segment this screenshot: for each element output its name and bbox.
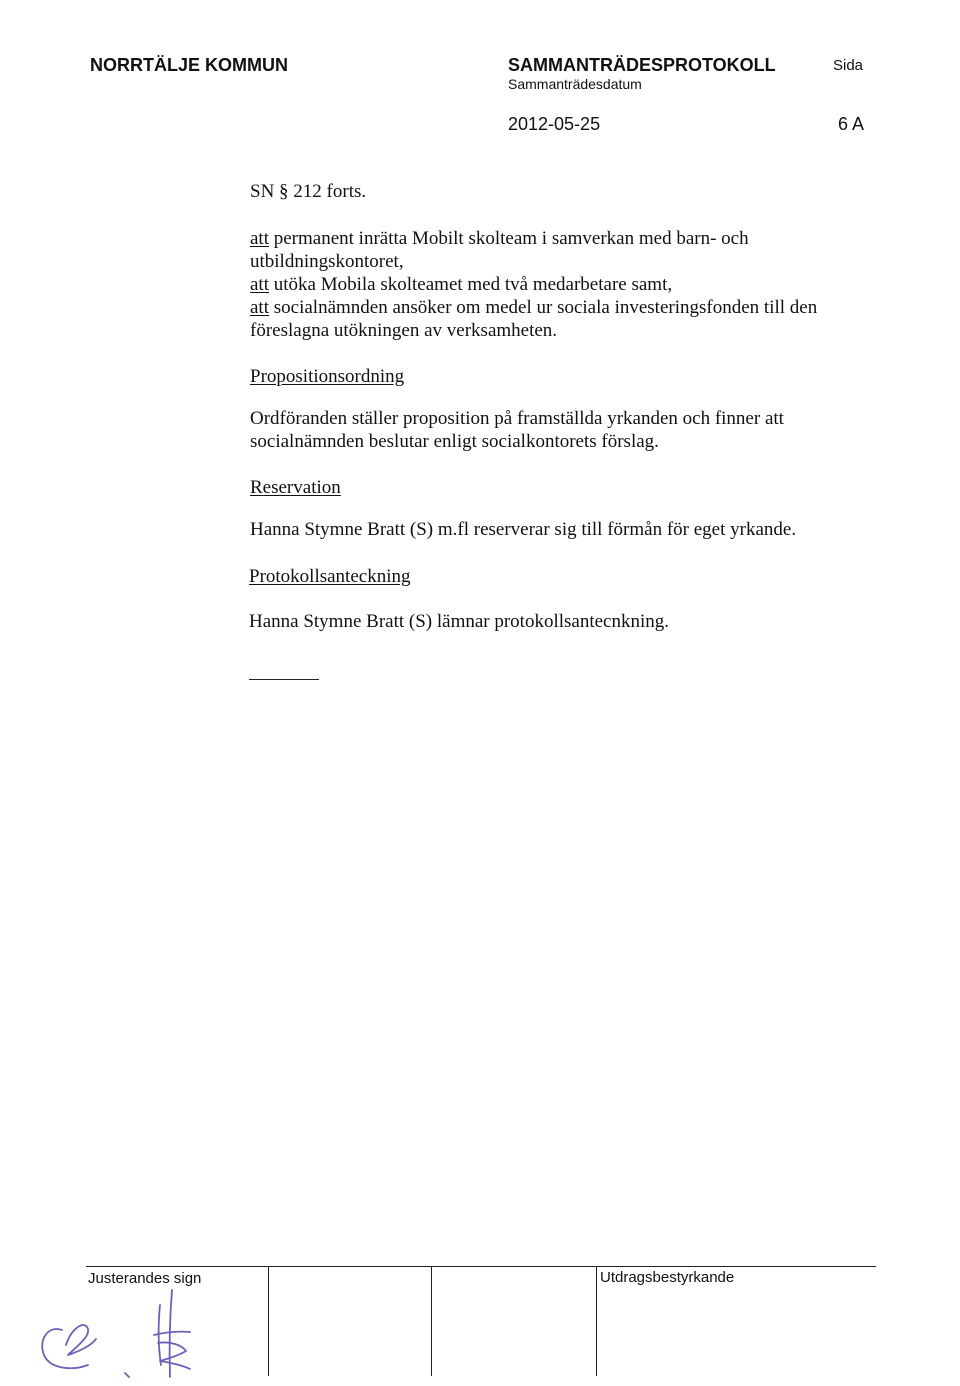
footer-divider <box>431 1266 432 1376</box>
footer-divider <box>268 1266 269 1376</box>
att-keyword: att <box>250 297 269 318</box>
decision-text: socialnämnden ansöker om medel ur sociala investeringsfonden till den <box>269 297 818 318</box>
decision-line <box>250 319 817 342</box>
reservation-text: Hanna Stymne Bratt (S) m.fl reserverar sig till förmån för eget yrkande. <box>250 519 797 540</box>
protocol-note-heading: Protokollsanteckning <box>249 566 411 587</box>
decision-text: utbildningskontoret, <box>250 251 404 272</box>
reservation-heading: Reservation <box>250 477 341 498</box>
date-label: Sammanträdesdatum <box>508 76 642 92</box>
proposition-line: socialnämnden beslutar enligt socialkontorets förslag. <box>250 431 659 452</box>
justerandes-sign-label: Justerandes sign <box>88 1270 202 1287</box>
proposition-paragraph <box>250 407 784 453</box>
end-separator <box>249 679 319 680</box>
decision-line <box>250 250 817 273</box>
section-reference: SN § 212 forts. <box>250 181 367 202</box>
organization-name: NORRTÄLJE KOMMUN <box>90 55 288 75</box>
proposition-line: Ordföranden ställer proposition på framställda yrkanden och finner att <box>250 408 784 429</box>
page-label: Sida <box>833 57 864 74</box>
decision-text: föreslagna utökningen av verksamheten. <box>250 320 558 341</box>
page-number: 6 A <box>838 114 865 134</box>
decision-text: utöka Mobila skolteamet med två medarbetare samt, <box>269 274 673 295</box>
handwritten-signature <box>30 1285 220 1380</box>
decision-list <box>250 227 817 342</box>
proposition-heading: Propositionsordning <box>250 366 405 387</box>
decision-text: permanent inrätta Mobilt skolteam i samverkan med barn- och <box>269 228 749 249</box>
footer-rule <box>86 1266 876 1267</box>
protocol-note-text: Hanna Stymne Bratt (S) lämnar protokollsantecnkning. <box>249 611 670 632</box>
footer-divider <box>596 1266 597 1376</box>
decision-line <box>250 296 817 319</box>
att-keyword: att <box>250 228 269 249</box>
document-type: SAMMANTRÄDESPROTOKOLL <box>508 55 776 75</box>
meeting-date: 2012-05-25 <box>508 114 601 134</box>
utdragsbestyrkande-label: Utdragsbestyrkande <box>600 1269 735 1286</box>
att-keyword: att <box>250 274 269 295</box>
decision-line <box>250 273 817 296</box>
decision-line <box>250 227 817 250</box>
